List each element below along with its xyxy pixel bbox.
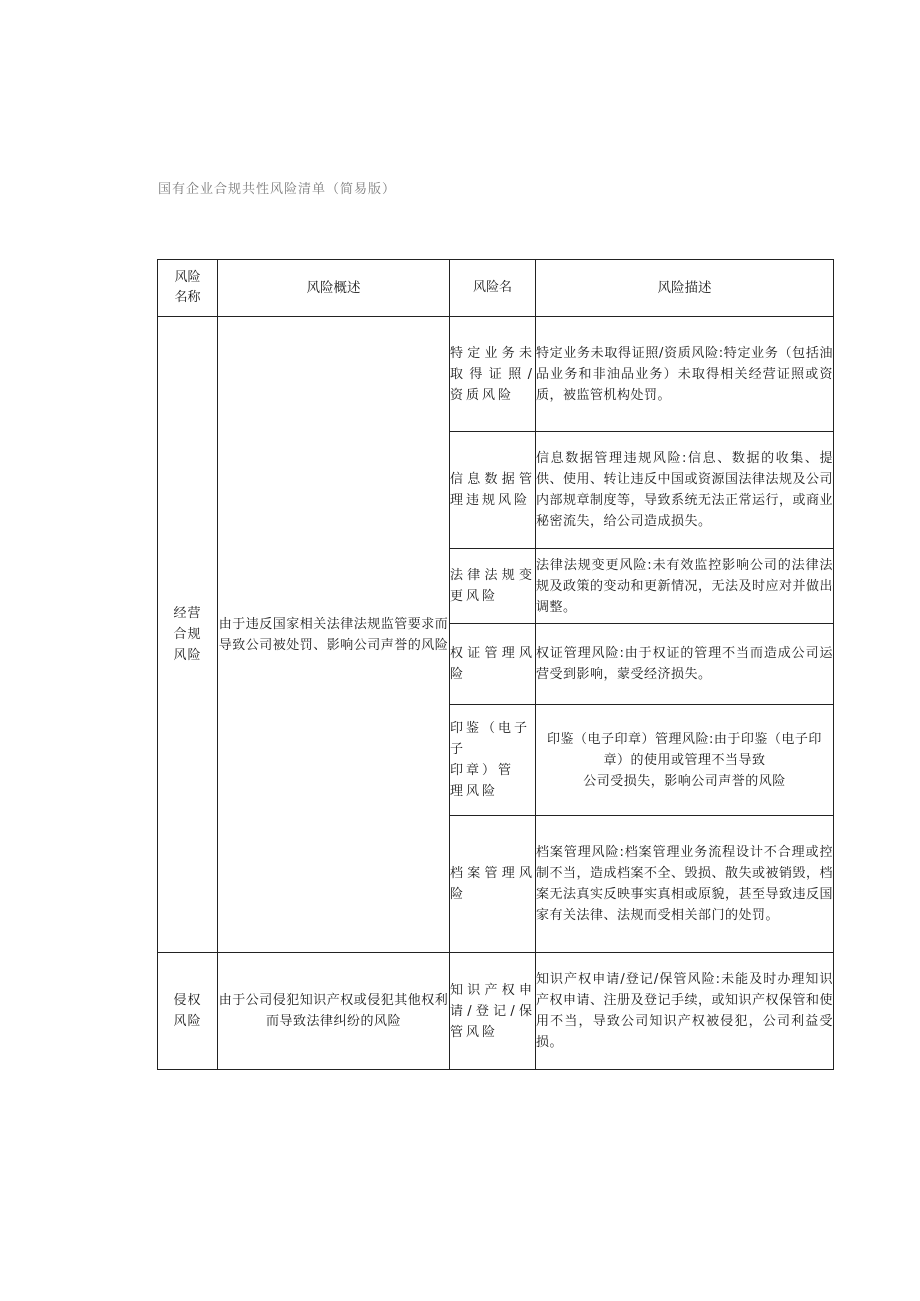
header-risk-description: 风险描述 — [536, 260, 834, 317]
risk-name-cell: 信息数据管理违规风险 — [450, 432, 536, 549]
risk-description-cell: 知识产权申请/登记/保管风险:未能及时办理知识产权申请、注册及登记手续，或知识产权保管和使用不当，导致公司知识产权被侵犯，公司利益受损。 — [536, 953, 834, 1070]
table-row — [158, 317, 834, 432]
table-header-row — [158, 260, 834, 317]
risk-overview-cell: 由于违反国家相关法律法规监管要求而导致公司被处罚、影响公司声誉的风险 — [218, 317, 450, 953]
table-row — [158, 953, 834, 1070]
risk-description-cell: 权证管理风险:由于权证的管理不当而造成公司运营受到影响，蒙受经济损失。 — [536, 624, 834, 705]
header-risk-overview: 风险概述 — [218, 260, 450, 317]
risk-name-cell: 知识产权申请/登记/保管风险 — [450, 953, 536, 1070]
header-risk-name: 风险名 — [450, 260, 536, 317]
risk-overview-cell: 由于公司侵犯知识产权或侵犯其他权利而导致法律纠纷的风险 — [218, 953, 450, 1070]
risk-category-cell: 侵权 风险 — [158, 953, 218, 1070]
risk-table — [157, 259, 834, 1070]
risk-description-cell: 特定业务未取得证照/资质风险:特定业务（包括油品业务和非油品业务）未取得相关经营证照或资质，被监管机构处罚。 — [536, 317, 834, 432]
risk-description-cell: 印鉴（电子印章）管理风险:由于印鉴（电子印章）的使用或管理不当导致 公司受损失，影响公司声誉的风险 — [536, 705, 834, 816]
risk-name-cell: 档案管理风险 — [450, 816, 536, 953]
header-risk-category: 风险 名称 — [158, 260, 218, 317]
risk-description-cell: 档案管理风险:档案管理业务流程设计不合理或控制不当，造成档案不全、毁损、散失或被销毁，档案无法真实反映事实真相或原貌，甚至导致违反国家有关法律、法规而受相关部门的处罚。 — [536, 816, 834, 953]
risk-name-cell: 印鉴（电子 子 印章）管 理风险 — [450, 705, 536, 816]
risk-name-cell: 权证管理风险 — [450, 624, 536, 705]
risk-name-cell: 法律法规变更风险 — [450, 549, 536, 624]
risk-category-cell: 经营 合规 风险 — [158, 317, 218, 953]
risk-description-cell: 信息数据管理违规风险:信息、数据的收集、提供、使用、转让违反中国或资源国法律法规及公司内部规章制度等，导致系统无法正常运行，或商业秘密流失，给公司造成损失。 — [536, 432, 834, 549]
document-title: 国有企业合规共性风险清单（简易版） — [158, 182, 397, 197]
risk-description-cell: 法律法规变更风险:未有效监控影响公司的法律法规及政策的变动和更新情况，无法及时应对并做出调整。 — [536, 549, 834, 624]
risk-name-cell: 特定业务未取得证照/资质风险 — [450, 317, 536, 432]
